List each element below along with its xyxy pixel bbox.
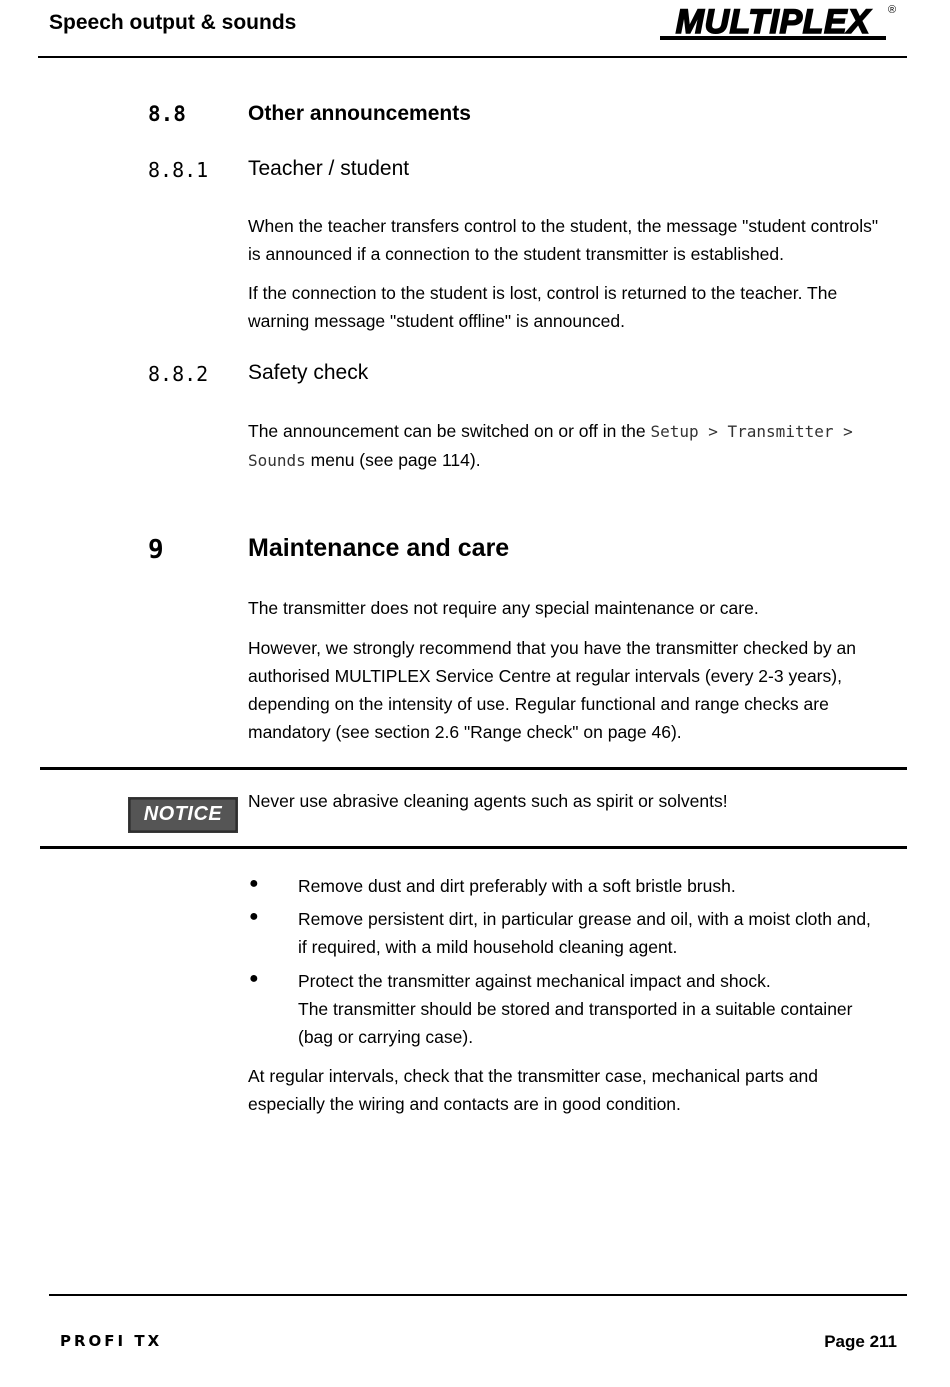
footer-rule [49,1294,907,1296]
bullet-dot: ● [249,908,259,925]
text-line: At regular intervals, check that the transmitter case, mechanical parts and [248,1066,818,1086]
footer-product-name: PROFI TX [60,1332,163,1350]
paragraph-maintenance-1: The transmitter does not require any special maintenance or care. [248,598,759,618]
text-line: authorised MULTIPLEX Service Centre at regular intervals (every 2-3 years), [248,666,842,686]
text-line [248,446,898,475]
section-number-9: 9 [148,535,164,565]
paragraph-closing [248,1062,898,1118]
text-line: When the teacher transfers control to the student, the message "student controls" [248,216,879,236]
section-title-teacher-student: Teacher / student [248,157,410,180]
menu-path: Sounds [248,451,306,470]
text-line: warning message "student offline" is announced. [248,311,625,331]
multiplex-logo [658,6,888,42]
header-rule [38,56,907,58]
paragraph-teacher-2 [248,279,898,335]
text-fragment: The announcement can be switched on or off in the [248,421,651,441]
notice-bottom-rule [40,846,907,849]
svg-text:MULTIPLEX: MULTIPLEX [675,6,871,41]
footer-page-number: Page 211 [824,1332,897,1351]
registered-mark: ® [888,4,897,16]
notice-text: Never use abrasive cleaning agents such as spirit or solvents! [248,791,728,811]
section-title-other-announcements: Other announcements [248,102,471,125]
paragraph-teacher-1 [248,212,898,268]
text-line: (bag or carrying case). [298,1027,474,1047]
section-title-maintenance: Maintenance and care [248,534,510,562]
text-line: Protect the transmitter against mechanical impact and shock. [298,971,771,991]
text-line: If the connection to the student is lost, control is returned to the teacher. The [248,283,838,303]
menu-path: Setup > Transmitter > [650,422,853,441]
bullet-dot: ● [249,970,259,987]
section-number-8-8-2: 8.8.2 [148,362,209,386]
bullet-item [298,905,898,961]
text-line: is announced if a connection to the student transmitter is established. [248,244,785,264]
text-line: However, we strongly recommend that you have the transmitter checked by an [248,638,856,658]
header-section-title: Speech output & sounds [49,11,297,34]
paragraph-safety-check [248,417,898,475]
text-line: especially the wiring and contacts are in good condition. [248,1094,681,1114]
bullet-item: Remove dust and dirt preferably with a soft bristle brush. [298,876,736,896]
bullet-dot: ● [249,875,259,892]
text-line: depending on the intensity of use. Regular functional and range checks are [248,694,829,714]
text-line [248,417,898,446]
section-number-8-8-1: 8.8.1 [148,158,209,182]
text-line: The transmitter should be stored and transported in a suitable container [298,999,853,1019]
paragraph-maintenance-2 [248,634,898,746]
text-line: Remove persistent dirt, in particular grease and oil, with a moist cloth and, [298,909,871,929]
notice-badge-label: NOTICE [143,803,223,825]
notice-top-rule [40,767,907,770]
section-number-8-8: 8.8 [148,102,186,126]
text-fragment: menu (see page 114). [305,450,481,470]
text-line: mandatory (see section 2.6 "Range check" on page 46). [248,722,682,742]
bullet-item [298,967,898,1051]
text-line: if required, with a mild household cleaning agent. [298,937,678,957]
section-title-safety-check: Safety check [248,361,369,384]
